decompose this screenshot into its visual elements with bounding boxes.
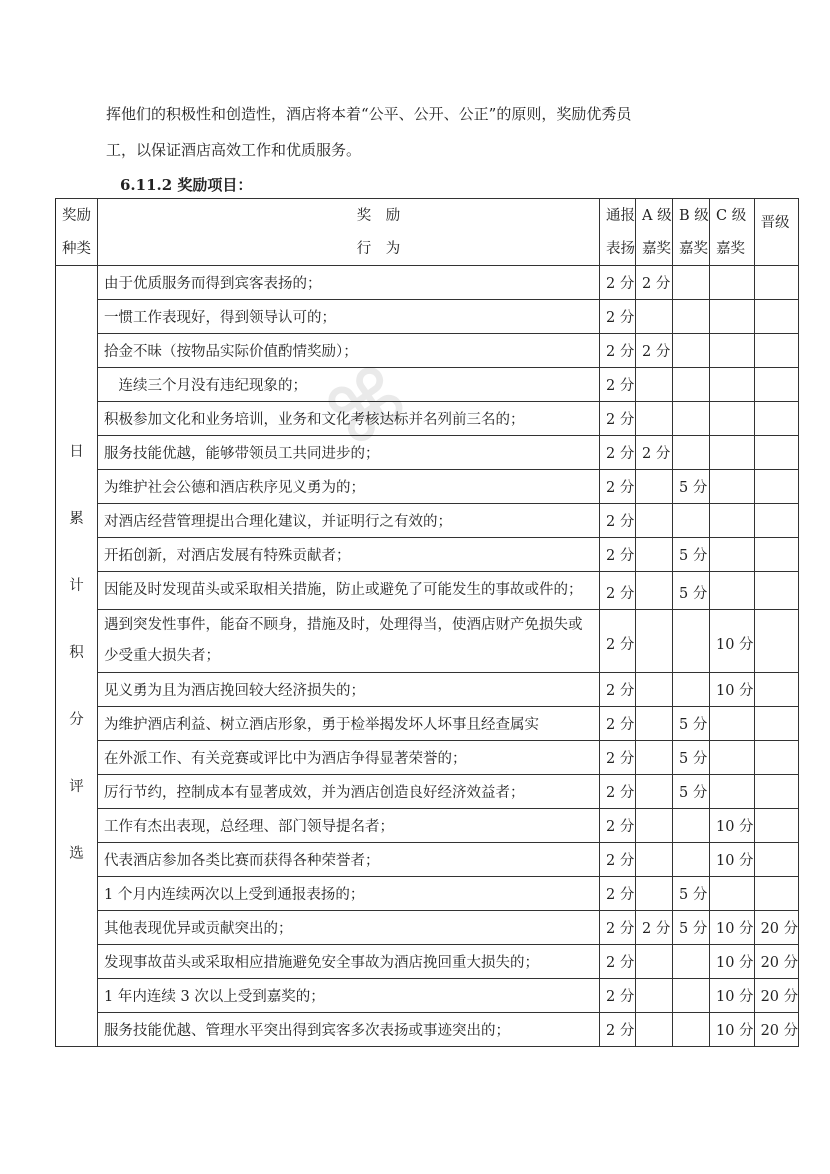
score-cell-c4: 10 分: [710, 979, 755, 1013]
behavior-cell: [98, 266, 600, 300]
behavior-cell: [98, 775, 600, 809]
header-notice-praise: [600, 199, 636, 266]
score-cell-c5: [754, 504, 799, 538]
score-cell-c2: [636, 1013, 673, 1047]
score-cell-c1: 2 分: [600, 979, 636, 1013]
behavior-text: 厉行节约，控制成本有显著成效，并为酒店创造良好经济效益者；: [104, 785, 525, 801]
score-cell-c5: [754, 809, 799, 843]
score-cell-c2: [636, 402, 673, 436]
score-cell-c2: [636, 945, 673, 979]
behavior-text: 为维护社会公德和酒店秩序见义勇为的；: [104, 480, 365, 496]
score-cell-c4: 10 分: [710, 1013, 755, 1047]
header-b-commendation: [673, 199, 710, 266]
score-cell-c1: 2 分: [600, 809, 636, 843]
table-row: [56, 402, 799, 436]
score-cell-c5: [754, 707, 799, 741]
watermark: ⌘: [310, 347, 425, 466]
score-cell-c3: 5 分: [673, 470, 710, 504]
behavior-text: 代表酒店参加各类比赛而获得各种荣誉者；: [104, 853, 380, 869]
table-row: [56, 707, 799, 741]
score-cell-c2: [636, 741, 673, 775]
score-cell-c5: 20 分: [754, 945, 799, 979]
table-body: [56, 266, 799, 1047]
header-a-commendation: [636, 199, 673, 266]
category-char: 评: [69, 778, 84, 795]
header-c4-line-1: C 级: [716, 207, 747, 224]
score-cell-c1: 2 分: [600, 707, 636, 741]
category-cell: [56, 266, 98, 1047]
score-cell-c2: 2 分: [636, 911, 673, 945]
category-char: 计: [69, 577, 84, 594]
behavior-text: 对酒店经营管理提出合理化建议，并证明行之有效的；: [104, 514, 452, 530]
table-row: [56, 572, 799, 610]
score-cell-c5: 20 分: [754, 911, 799, 945]
table-row: [56, 979, 799, 1013]
behavior-text: 因能及时发现苗头或采取相关措施，防止或避免了可能发生的事故或件的；: [104, 582, 583, 598]
score-cell-c5: [754, 402, 799, 436]
behavior-cell: [98, 402, 600, 436]
score-cell-c4: [710, 266, 755, 300]
table-row: [56, 945, 799, 979]
score-cell-c3: 5 分: [673, 538, 710, 572]
score-cell-c4: [710, 707, 755, 741]
header-c3-line-2: 嘉奖: [679, 240, 708, 257]
score-cell-c3: 5 分: [673, 572, 710, 610]
behavior-cell: [98, 470, 600, 504]
score-cell-c3: [673, 266, 710, 300]
score-cell-c4: [710, 572, 755, 610]
score-cell-c4: [710, 436, 755, 470]
score-cell-c1: 2 分: [600, 741, 636, 775]
score-cell-c3: [673, 610, 710, 673]
score-cell-c1: 2 分: [600, 1013, 636, 1047]
header-c5-line-1: 晋级: [760, 215, 790, 231]
score-cell-c5: 20 分: [754, 979, 799, 1013]
table-row: [56, 843, 799, 877]
score-cell-c5: [754, 741, 799, 775]
behavior-cell: [98, 368, 600, 402]
header-behavior-line-2: 行 为: [356, 240, 401, 257]
score-cell-c2: [636, 673, 673, 707]
header-c4-line-2: 嘉奖: [716, 240, 745, 257]
score-cell-c5: [754, 775, 799, 809]
behavior-text: 一惯工作表现好，得到领导认可的；: [104, 310, 336, 326]
table-row: [56, 775, 799, 809]
table-row: [56, 741, 799, 775]
score-cell-c5: [754, 610, 799, 673]
behavior-text: 遇到突发性事件，能奋不顾身，措施及时，处理得当，使酒店财产免损失或少受重大损失者；: [104, 617, 583, 664]
behavior-cell: [98, 911, 600, 945]
score-cell-c3: 5 分: [673, 707, 710, 741]
score-cell-c1: 2 分: [600, 470, 636, 504]
score-cell-c1: 2 分: [600, 504, 636, 538]
score-cell-c4: 10 分: [710, 843, 755, 877]
behavior-cell: [98, 741, 600, 775]
score-cell-c3: [673, 436, 710, 470]
score-cell-c4: [710, 504, 755, 538]
table-row: [56, 877, 799, 911]
score-cell-c5: [754, 538, 799, 572]
header-c1-line-1: 通报: [606, 207, 635, 224]
behavior-cell: [98, 707, 600, 741]
score-cell-c1: 2 分: [600, 673, 636, 707]
score-cell-c2: [636, 504, 673, 538]
score-cell-c4: 10 分: [710, 945, 755, 979]
behavior-text: 开拓创新，对酒店发展有特殊贡献者；: [104, 548, 351, 564]
score-cell-c3: [673, 1013, 710, 1047]
category-char: 分: [69, 711, 84, 728]
score-cell-c3: [673, 504, 710, 538]
score-cell-c5: [754, 470, 799, 504]
header-category-line-1: 奖励: [62, 207, 91, 224]
score-cell-c4: 10 分: [710, 610, 755, 673]
score-cell-c3: [673, 673, 710, 707]
score-cell-c3: [673, 945, 710, 979]
score-cell-c2: [636, 877, 673, 911]
score-cell-c5: [754, 300, 799, 334]
score-cell-c5: [754, 368, 799, 402]
score-cell-c2: [636, 979, 673, 1013]
behavior-cell: [98, 877, 600, 911]
table-row: [56, 368, 799, 402]
score-cell-c1: 2 分: [600, 334, 636, 368]
score-cell-c1: 2 分: [600, 572, 636, 610]
score-cell-c1: 2 分: [600, 538, 636, 572]
behavior-cell: [98, 572, 600, 610]
score-cell-c2: [636, 470, 673, 504]
score-cell-c4: [710, 470, 755, 504]
behavior-text: 积极参加文化和业务培训，业务和文化考核达标并名列前三名的；: [104, 412, 525, 428]
score-cell-c3: [673, 402, 710, 436]
table-row: [56, 1013, 799, 1047]
score-cell-c1: 2 分: [600, 436, 636, 470]
score-cell-c1: 2 分: [600, 610, 636, 673]
score-cell-c2: [636, 843, 673, 877]
score-cell-c2: [636, 368, 673, 402]
score-cell-c1: 2 分: [600, 945, 636, 979]
table-row: [56, 809, 799, 843]
behavior-text: 见义勇为且为酒店挽回较大经济损失的；: [104, 683, 365, 699]
table-row: [56, 266, 799, 300]
score-cell-c5: [754, 266, 799, 300]
behavior-text: 1 年内连续 3 次以上受到嘉奖的；: [104, 989, 325, 1005]
behavior-text: 由于优质服务而得到宾客表扬的；: [104, 276, 322, 292]
behavior-cell: [98, 300, 600, 334]
category-char: 累: [69, 510, 84, 527]
score-cell-c1: 2 分: [600, 402, 636, 436]
header-c1-line-2: 表扬: [606, 240, 635, 257]
score-cell-c4: [710, 402, 755, 436]
score-cell-c5: 20 分: [754, 1013, 799, 1047]
behavior-text: 连续三个月没有违纪现象的；: [104, 378, 307, 394]
score-cell-c3: [673, 843, 710, 877]
score-cell-c5: [754, 877, 799, 911]
score-cell-c3: 5 分: [673, 741, 710, 775]
behavior-cell: [98, 436, 600, 470]
score-cell-c4: 10 分: [710, 809, 755, 843]
behavior-cell: [98, 673, 600, 707]
behavior-text: 在外派工作、有关竞赛或评比中为酒店争得显著荣誉的；: [104, 751, 467, 767]
table-row: [56, 538, 799, 572]
table-row: [56, 911, 799, 945]
score-cell-c4: [710, 368, 755, 402]
score-cell-c2: 2 分: [636, 266, 673, 300]
table-row: [56, 300, 799, 334]
behavior-text: 发现事故苗头或采取相应措施避免安全事故为酒店挽回重大损失的；: [104, 955, 539, 971]
score-cell-c1: 2 分: [600, 843, 636, 877]
score-cell-c2: [636, 775, 673, 809]
score-cell-c4: [710, 741, 755, 775]
score-cell-c4: [710, 334, 755, 368]
score-cell-c1: 2 分: [600, 368, 636, 402]
behavior-text: 为维护酒店利益、树立酒店形象，勇于检举揭发坏人坏事且经查属实: [104, 717, 539, 733]
score-cell-c4: [710, 300, 755, 334]
score-cell-c5: [754, 436, 799, 470]
header-promotion: [754, 199, 799, 266]
score-cell-c5: [754, 572, 799, 610]
score-cell-c5: [754, 843, 799, 877]
score-cell-c5: [754, 673, 799, 707]
table-row: [56, 610, 799, 673]
score-cell-c2: 2 分: [636, 334, 673, 368]
category-char: 选: [69, 845, 84, 862]
behavior-text: 服务技能优越，能够带领员工共同进步的；: [104, 446, 380, 462]
header-category-line-2: 种类: [62, 240, 91, 257]
header-c2-line-2: 嘉奖: [642, 240, 671, 257]
score-cell-c2: [636, 538, 673, 572]
score-cell-c4: 10 分: [710, 911, 755, 945]
table-row: [56, 334, 799, 368]
score-cell-c4: 10 分: [710, 673, 755, 707]
intro-line-1: 挥他们的积极性和创造性，酒店将本着“公平、公开、公正”的原则，奖励优秀员: [106, 105, 632, 123]
score-cell-c4: [710, 538, 755, 572]
score-cell-c2: [636, 572, 673, 610]
table-row: [56, 673, 799, 707]
score-cell-c5: [754, 334, 799, 368]
behavior-text: 拾金不昧（按物品实际价值酌情奖励）；: [104, 344, 358, 360]
score-cell-c2: 2 分: [636, 436, 673, 470]
header-c3-line-1: B 级: [679, 207, 709, 224]
table-row: [56, 470, 799, 504]
score-cell-c1: 2 分: [600, 775, 636, 809]
score-cell-c1: 2 分: [600, 911, 636, 945]
score-cell-c3: 5 分: [673, 877, 710, 911]
behavior-cell: [98, 1013, 600, 1047]
score-cell-c3: [673, 979, 710, 1013]
section-title: 6.11.2 奖励项目：: [120, 176, 253, 194]
score-cell-c1: 2 分: [600, 266, 636, 300]
awards-table: [55, 198, 799, 1047]
behavior-cell: [98, 334, 600, 368]
score-cell-c2: [636, 809, 673, 843]
behavior-cell: [98, 504, 600, 538]
intro-line-2: 工，以保证酒店高效工作和优质服务。: [106, 141, 362, 159]
header-category: [56, 199, 98, 266]
score-cell-c4: [710, 877, 755, 911]
score-cell-c2: [636, 610, 673, 673]
score-cell-c1: 2 分: [600, 877, 636, 911]
score-cell-c1: 2 分: [600, 300, 636, 334]
table-row: [56, 436, 799, 470]
header-behavior: [98, 199, 600, 266]
score-cell-c3: 5 分: [673, 911, 710, 945]
behavior-cell: [98, 809, 600, 843]
header-c-commendation: [710, 199, 755, 266]
score-cell-c4: [710, 775, 755, 809]
score-cell-c2: [636, 707, 673, 741]
score-cell-c3: 5 分: [673, 775, 710, 809]
behavior-cell: [98, 843, 600, 877]
score-cell-c3: [673, 809, 710, 843]
score-cell-c3: [673, 334, 710, 368]
table-row: [56, 504, 799, 538]
behavior-text: 1 个月内连续两次以上受到通报表扬的；: [104, 887, 365, 903]
behavior-cell: [98, 979, 600, 1013]
header-c2-line-1: A 级: [642, 207, 672, 224]
category-char: 日: [69, 443, 84, 460]
behavior-cell: [98, 538, 600, 572]
score-cell-c3: [673, 300, 710, 334]
behavior-cell: [98, 945, 600, 979]
table-header-row: [56, 199, 799, 266]
score-cell-c2: [636, 300, 673, 334]
behavior-text: 服务技能优越、管理水平突出得到宾客多次表扬或事迹突出的；: [104, 1023, 510, 1039]
header-behavior-line-1: 奖 励: [356, 207, 401, 224]
behavior-text: 其他表现优异或贡献突出的；: [104, 921, 293, 937]
category-char: 积: [69, 644, 84, 661]
behavior-text: 工作有杰出表现，总经理、部门领导提名者；: [104, 819, 394, 835]
behavior-cell: [98, 610, 600, 673]
score-cell-c3: [673, 368, 710, 402]
